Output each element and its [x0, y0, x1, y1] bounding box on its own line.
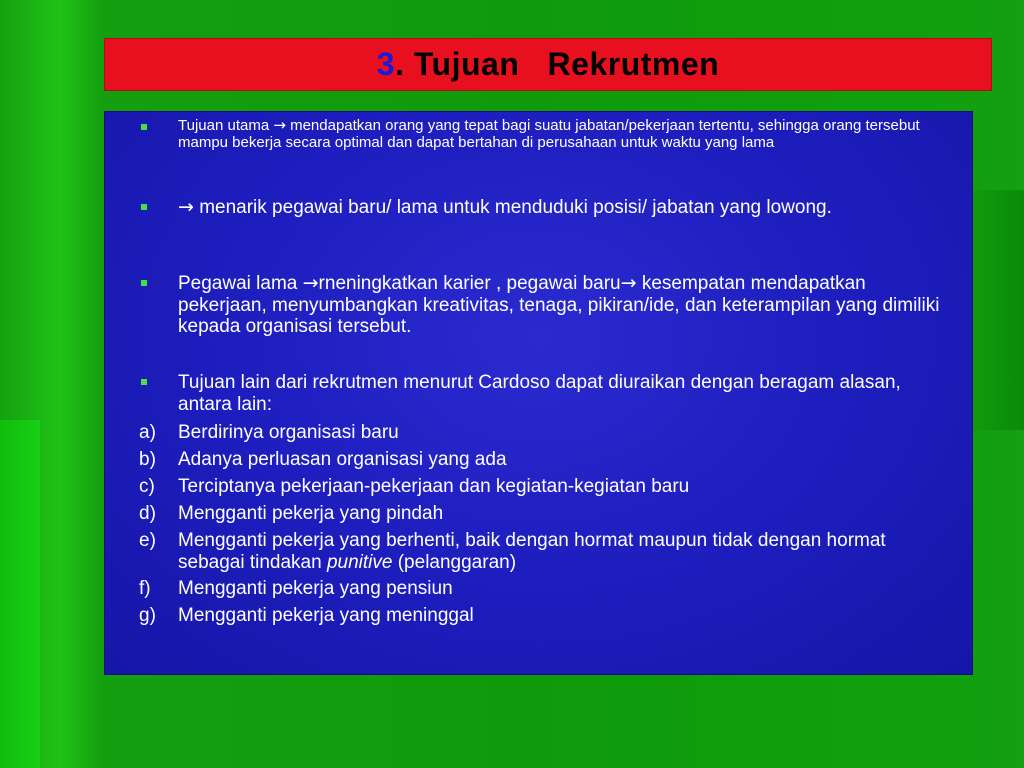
- arrow-icon: →: [302, 272, 319, 294]
- list-letter: a): [139, 422, 156, 443]
- bullet-icon: [141, 278, 151, 288]
- bullet-text-3: Pegawai lama →rneningkatkan karier , pegawai baru→ kesempatan mendapatkan pekerjaan, menyumbangkan kreativitas, tenaga, pikiran/ide, dan keterampilan yang dimiliki kepada organisasi tersebut.: [178, 272, 940, 337]
- arrow-icon: →: [620, 272, 637, 294]
- bullet-text-1: Tujuan utama → mendapatkan orang yang tepat bagi suatu jabatan/pekerjaan tertentu, sehingga orang tersebut mampu bekerja secara optimal dan dapat bertahan di perusahaan untuk waktu yang lama: [178, 116, 920, 151]
- list-letter: f): [139, 578, 151, 599]
- list-text: Terciptanya pekerjaan-pekerjaan dan kegiatan-kegiatan baru: [178, 476, 690, 497]
- list-letter: c): [139, 476, 155, 497]
- bullet-icon: [141, 377, 151, 387]
- bullet-text-2: → menarik pegawai baru/ lama untuk menduduki posisi/ jabatan yang lowong.: [178, 196, 832, 218]
- slide-title: [377, 46, 719, 83]
- background-stripe-left: [0, 420, 40, 768]
- list-text: Berdirinya organisasi baru: [178, 422, 399, 443]
- bullet-text-4: Tujuan lain dari rekrutmen menurut Cardoso dapat diuraikan dengan beragam alasan, antara lain:: [178, 372, 901, 415]
- list-letter: g): [139, 605, 156, 626]
- content-box: [104, 111, 973, 675]
- title-number: 3: [376, 46, 396, 82]
- list-letter: d): [139, 503, 156, 524]
- background-stripe-right: [964, 190, 1024, 430]
- list-text: Mengganti pekerja yang berhenti, baik dengan hormat maupun tidak dengan hormat sebagai tindakan punitive (pelanggaran): [178, 530, 886, 573]
- list-text: Mengganti pekerja yang pindah: [178, 503, 444, 524]
- list-text: Mengganti pekerja yang pensiun: [178, 578, 453, 599]
- bullet-icon: [141, 122, 151, 132]
- list-text: Adanya perluasan organisasi yang ada: [178, 449, 507, 470]
- list-text: Mengganti pekerja yang meninggal: [178, 605, 474, 626]
- bullet-icon: [141, 202, 151, 212]
- list-letter: e): [139, 530, 156, 551]
- title-text: . Tujuan Rekrutmen: [395, 46, 720, 82]
- arrow-icon: →: [178, 196, 194, 218]
- list-letter: b): [139, 449, 156, 470]
- arrow-icon: →: [273, 116, 286, 134]
- title-bar: [104, 38, 992, 91]
